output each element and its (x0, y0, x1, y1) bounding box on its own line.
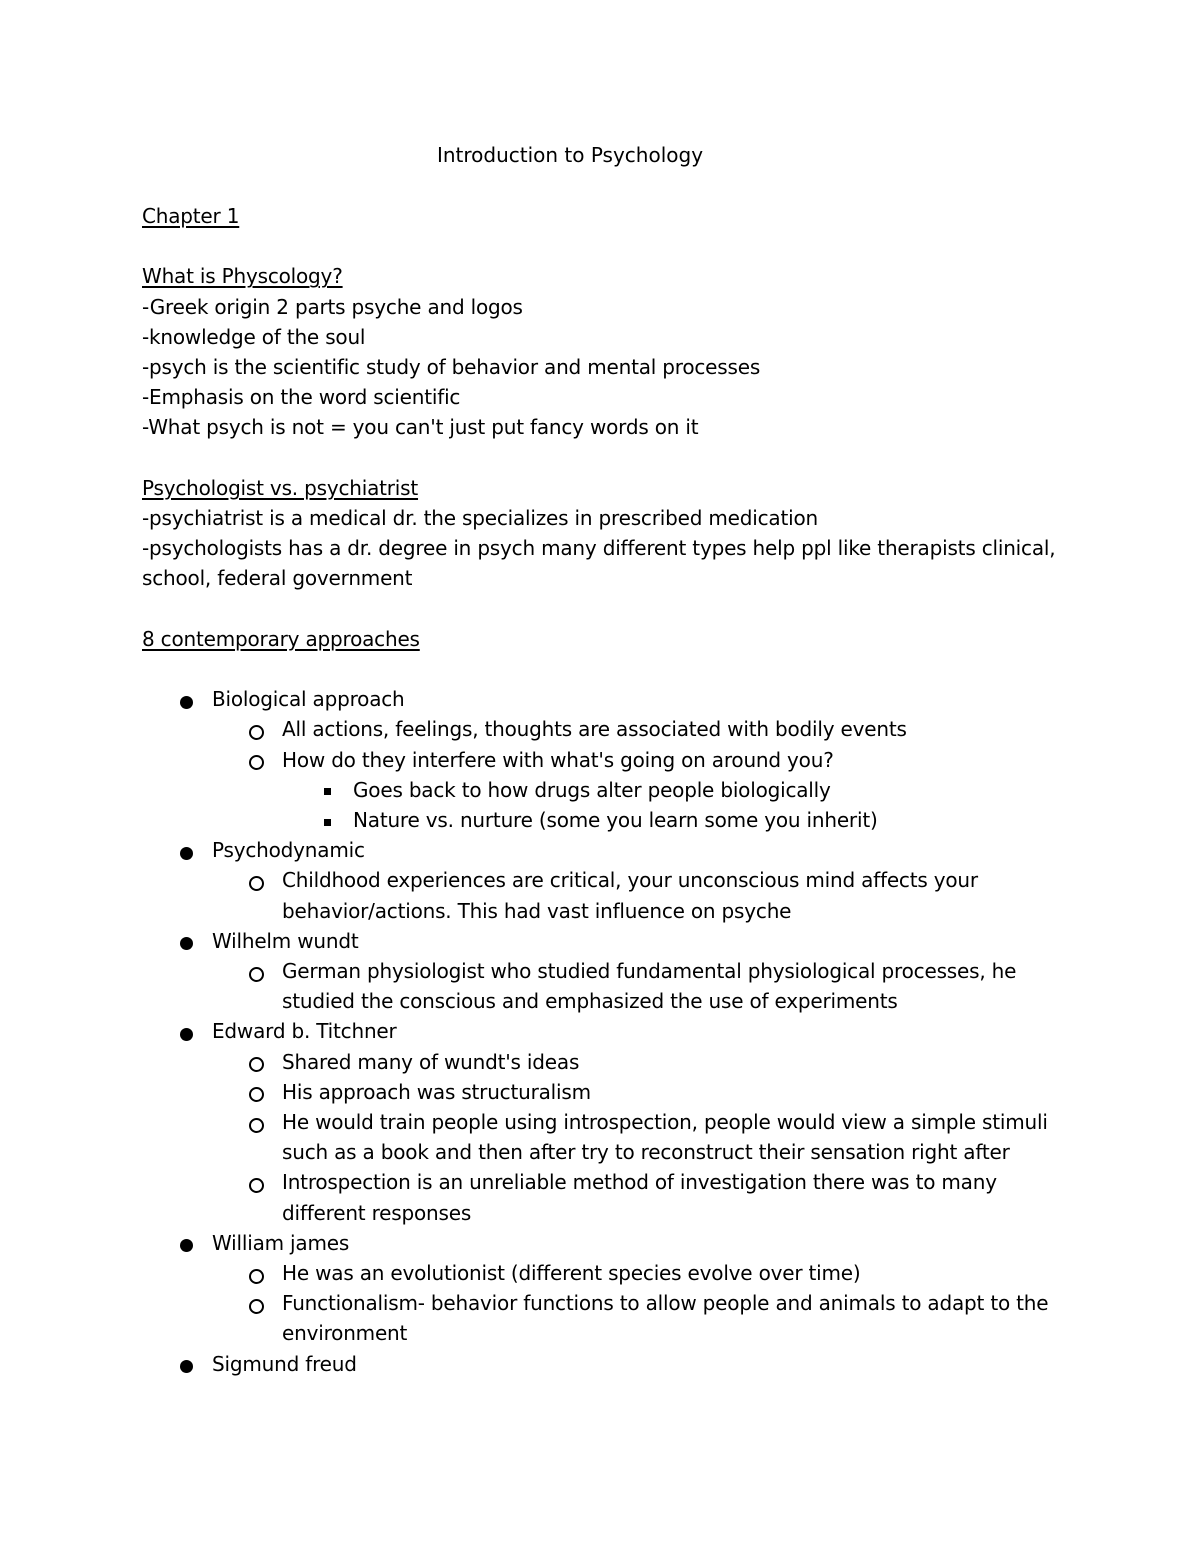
spacer (142, 654, 1072, 684)
list-item (142, 835, 1072, 865)
bullet-disc-icon (176, 1016, 196, 1046)
approach-label: Sigmund freud (212, 1351, 357, 1376)
spacer (142, 594, 1072, 624)
bullet-circle-icon (246, 865, 266, 895)
bullet-square-icon (317, 775, 337, 805)
list-item (142, 1349, 1072, 1379)
list-item (142, 956, 1072, 1016)
list-item (142, 1077, 1072, 1107)
section-heading-what-is-psychology: What is Physcology? (142, 264, 343, 289)
bullet-circle-icon (246, 1167, 266, 1197)
bullet-disc-icon (176, 926, 196, 956)
approach-detail: His approach was structuralism (282, 1079, 591, 1104)
document-body (142, 201, 1072, 1379)
approach-detail: Introspection is an unreliable method of investigation there was to many different responses (282, 1170, 997, 1225)
section-heading-psychologist-vs-psychiatrist: Psychologist vs. psychiatrist (142, 475, 419, 500)
approach-detail: Functionalism- behavior functions to allow people and animals to adapt to the environment (282, 1291, 1049, 1346)
approach-detail: All actions, feelings, thoughts are associated with bodily events (282, 717, 907, 742)
bullet-circle-icon (246, 956, 266, 986)
note-line: -Emphasis on the word scientific (142, 385, 461, 410)
list-item (142, 775, 1072, 805)
list-item (142, 745, 1072, 775)
bullet-disc-icon (176, 1349, 196, 1379)
bullet-circle-icon (246, 1288, 266, 1318)
list-item (142, 684, 1072, 714)
bullet-disc-icon (176, 835, 196, 865)
bullet-disc-icon (176, 1228, 196, 1258)
list-item (142, 1288, 1072, 1348)
approach-detail: German physiologist who studied fundamental physiological processes, he studied the conscious and emphasized the use of experiments (282, 959, 1017, 1014)
approach-label: Wilhelm wundt (212, 928, 359, 953)
list-item (142, 1016, 1072, 1046)
bullet-circle-icon (246, 1047, 266, 1077)
note-line: -psychiatrist is a medical dr. the specializes in prescribed medication (142, 506, 818, 530)
list-item (142, 1047, 1072, 1077)
spacer (142, 443, 1072, 473)
list-item (142, 1258, 1072, 1288)
note-line: -psych is the scientific study of behavior and mental processes (142, 355, 761, 379)
section-heading-approaches: 8 contemporary approaches (142, 626, 420, 651)
list-item (142, 1167, 1072, 1227)
approach-detail: How do they interfere with what's going on around you? (282, 747, 834, 772)
list-item (142, 1228, 1072, 1258)
list-item (142, 714, 1072, 744)
approach-detail: Shared many of wundt's ideas (282, 1049, 580, 1074)
note-paragraph: -psychologists has a dr. degree in psych many different types help ppl like therapists clinical, school, federal government (142, 536, 1056, 591)
approach-detail: He was an evolutionist (different species evolve over time) (282, 1261, 861, 1286)
bullet-circle-icon (246, 1107, 266, 1137)
list-item (142, 1107, 1072, 1167)
list-item (142, 926, 1072, 956)
bullet-circle-icon (246, 1077, 266, 1107)
approaches-list (142, 684, 1072, 1379)
approach-label: Biological approach (212, 687, 405, 712)
document-title: Introduction to Psychology (436, 143, 704, 167)
approach-detail: Childhood experiences are critical, your unconscious mind affects your behavior/actions. This had vast influence on psyche (282, 868, 978, 923)
approach-subdetail: Nature vs. nurture (some you learn some you inherit) (353, 808, 878, 832)
bullet-circle-icon (246, 745, 266, 775)
note-line: -Greek origin 2 parts psyche and logos (142, 294, 523, 319)
note-line: -What psych is not = you can't just put fancy words on it (142, 415, 699, 440)
note-line: -knowledge of the soul (142, 324, 366, 349)
chapter-heading: Chapter 1 (142, 204, 240, 228)
spacer (142, 231, 1072, 261)
approach-label: Edward b. Titchner (212, 1019, 397, 1044)
bullet-circle-icon (246, 1258, 266, 1288)
approach-detail: He would train people using introspection, people would view a simple stimuli such as a book and then after try to reconstruct their sensation right after (282, 1110, 1048, 1165)
bullet-square-icon (317, 805, 337, 835)
list-item (142, 865, 1072, 925)
list-item (142, 805, 1072, 835)
bullet-disc-icon (176, 684, 196, 714)
approach-label: Psychodynamic (212, 838, 365, 863)
approach-subdetail: Goes back to how drugs alter people biologically (353, 777, 831, 802)
approach-label: William james (212, 1230, 350, 1255)
bullet-circle-icon (246, 714, 266, 744)
